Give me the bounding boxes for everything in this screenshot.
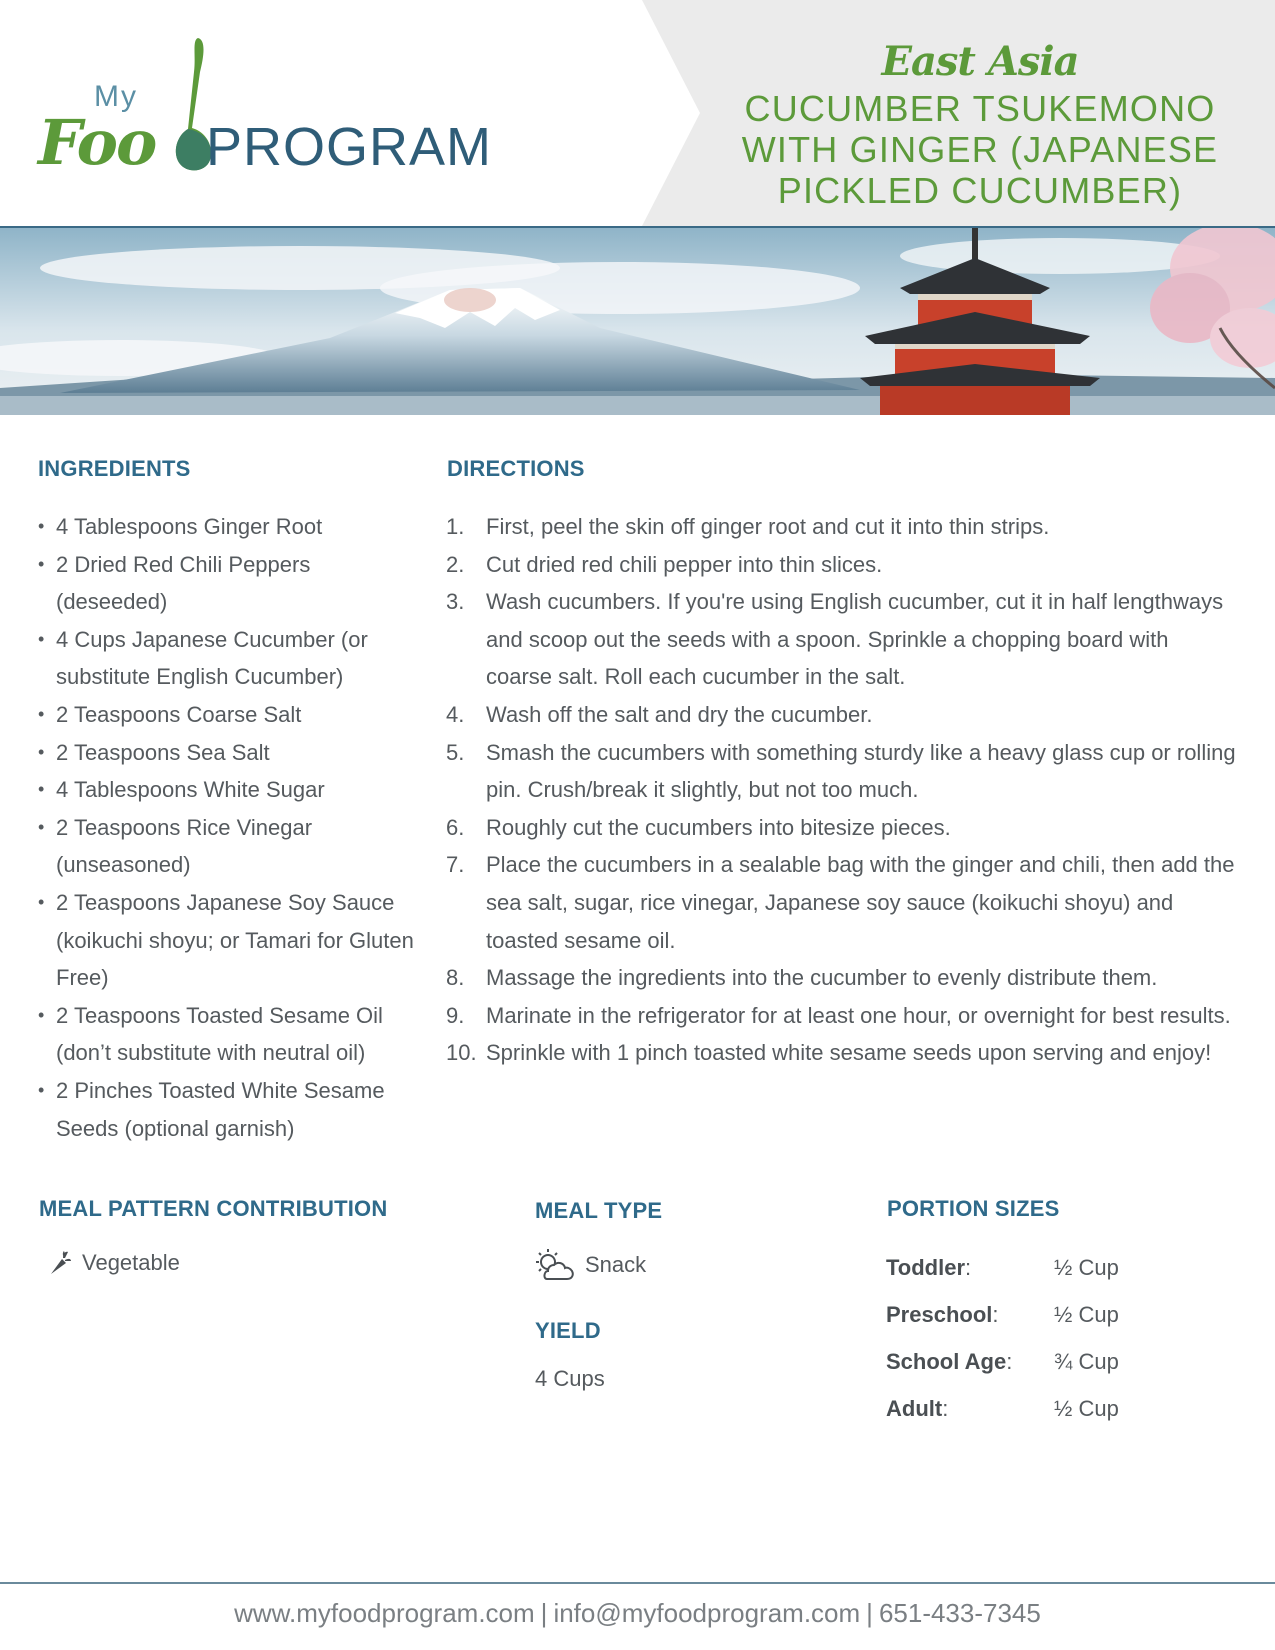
logo-foo: Foo (38, 106, 156, 179)
sun-cloud-icon (533, 1248, 575, 1282)
banner-image (0, 228, 1275, 415)
ingredient-item: • 4 Tablespoons White Sugar (38, 771, 418, 809)
recipe-region: East Asia (881, 38, 1079, 85)
ingredient-item: • 4 Tablespoons Ginger Root (38, 508, 418, 546)
meal-pattern-heading: MEAL PATTERN CONTRIBUTION (39, 1196, 388, 1221)
portion-row: Toddler: ½ Cup (886, 1254, 1119, 1280)
meal-type-value-row (533, 1248, 646, 1282)
footer-website-link[interactable]: www.myfoodprogram.com (234, 1598, 535, 1628)
portion-label: Preschool (886, 1301, 993, 1327)
step-text: Smash the cucumbers with something sturdy like a heavy glass cup or rolling pin. Crush/break it slightly, but not too much. (486, 739, 1236, 803)
portion-value: ½ Cup (1054, 1395, 1119, 1421)
ingredients-heading: INGREDIENTS (38, 456, 191, 481)
header (0, 0, 1275, 226)
logo-my: My (94, 80, 138, 113)
step-number: 10. (446, 1040, 477, 1066)
directions-heading: DIRECTIONS (447, 456, 585, 481)
portion-sizes-table (886, 1244, 1119, 1432)
recipe-title-block (700, 36, 1260, 211)
step-text: Marinate in the refrigerator for at least one hour, or overnight for best results. (486, 1002, 1231, 1028)
step-number: 1. (446, 514, 465, 539)
footer: www.myfoodprogram.com | info@myfoodprogram.com | 651-433-7345 (234, 1598, 1041, 1628)
direction-step (446, 846, 1236, 959)
portion-value: ¾ Cup (1054, 1348, 1119, 1374)
step-number: 4. (446, 701, 465, 727)
mountain-pagoda-illustration (0, 228, 1275, 415)
step-text: Massage the ingredients into the cucumber to evenly distribute them. (486, 965, 1158, 991)
step-number: 6. (446, 814, 465, 840)
direction-step (446, 583, 1236, 696)
ingredient-item: • 2 Pinches Toasted White Sesame Seeds (optional garnish) (38, 1072, 418, 1147)
meal-pattern-value-row (48, 1250, 180, 1276)
ingredient-item: • 2 Teaspoons Japanese Soy Sauce (koikuchi shoyu; or Tamari for Gluten Free) (38, 884, 418, 997)
logo-program: PROGRAM (206, 117, 493, 177)
direction-step (446, 734, 1236, 809)
portion-sizes-heading: PORTION SIZES (887, 1196, 1060, 1221)
meal-pattern-value: Vegetable (82, 1250, 180, 1275)
meal-type-value: Snack (585, 1252, 647, 1277)
ingredient-item: • 4 Cups Japanese Cucumber (or substitute English Cucumber) (38, 621, 418, 696)
step-number: 7. (446, 852, 465, 878)
recipe-title: CUCUMBER TSUKEMONO WITH GINGER (JAPANESE PICKLED CUCUMBER) (741, 88, 1219, 211)
step-text: Wash cucumbers. If you're using English cucumber, cut it in half lengthways and scoop out the seeds with a spoon. Sprinkle a chopping board with coarse salt. Roll each cucumber in the salt. (486, 589, 1224, 690)
logo (36, 36, 496, 179)
ingredient-item: • 2 Teaspoons Rice Vinegar (unseasoned) (38, 809, 418, 884)
step-text: Roughly cut the cucumbers into bitesize pieces. (486, 814, 951, 840)
ingredient-item: • 2 Teaspoons Toasted Sesame Oil (don’t substitute with neutral oil) (38, 997, 418, 1072)
yield-value-row (535, 1366, 605, 1392)
portion-label: Toddler (886, 1254, 966, 1280)
carrot-icon (48, 1250, 72, 1276)
direction-step (446, 546, 1236, 584)
ingredient-item: • 2 Teaspoons Sea Salt (38, 734, 418, 772)
portion-value: ½ Cup (1054, 1301, 1119, 1327)
meal-type-heading: MEAL TYPE (535, 1198, 663, 1223)
step-text: Wash off the salt and dry the cucumber. (486, 701, 873, 727)
direction-step (446, 959, 1236, 997)
step-number: 8. (446, 965, 465, 991)
ingredient-item: • 2 Teaspoons Coarse Salt (38, 696, 418, 734)
portion-label: Adult (886, 1395, 943, 1421)
portion-row: Adult: ½ Cup (886, 1395, 1119, 1421)
yield-heading: YIELD (535, 1318, 601, 1343)
directions-list (446, 508, 1236, 1072)
footer-phone: 651-433-7345 (878, 1598, 1041, 1628)
yield-value: 4 Cups (535, 1366, 605, 1391)
portion-value: ½ Cup (1054, 1254, 1119, 1280)
ingredients-list (38, 508, 418, 1147)
ingredient-item: • 2 Dried Red Chili Peppers (deseeded) (38, 546, 418, 621)
step-text: Place the cucumbers in a sealable bag with the ginger and chili, then add the sea salt, sugar, rice vinegar, Japanese soy sauce (koikuchi shoyu) and toasted sesame oil. (486, 852, 1235, 953)
step-number: 5. (446, 739, 465, 765)
portion-label: School Age (886, 1348, 1007, 1374)
step-text: Sprinkle with 1 pinch toasted white sesame seeds upon serving and enjoy! (486, 1040, 1212, 1066)
direction-step (446, 997, 1236, 1035)
step-text: First, peel the skin off ginger root and cut it into thin strips. (486, 514, 1050, 539)
footer-divider (0, 1582, 1275, 1584)
step-text: Cut dried red chili pepper into thin slices. (486, 551, 883, 577)
direction-step (446, 508, 1236, 546)
step-number: 9. (446, 1002, 465, 1028)
footer-email-link[interactable]: info@myfoodprogram.com (553, 1598, 861, 1628)
portion-row: School Age: ¾ Cup (886, 1348, 1119, 1374)
direction-step (446, 809, 1236, 847)
step-number: 3. (446, 589, 465, 615)
portion-row: Preschool: ½ Cup (886, 1301, 1119, 1327)
step-number: 2. (446, 551, 465, 577)
direction-step (446, 1034, 1236, 1072)
direction-step (446, 696, 1236, 734)
